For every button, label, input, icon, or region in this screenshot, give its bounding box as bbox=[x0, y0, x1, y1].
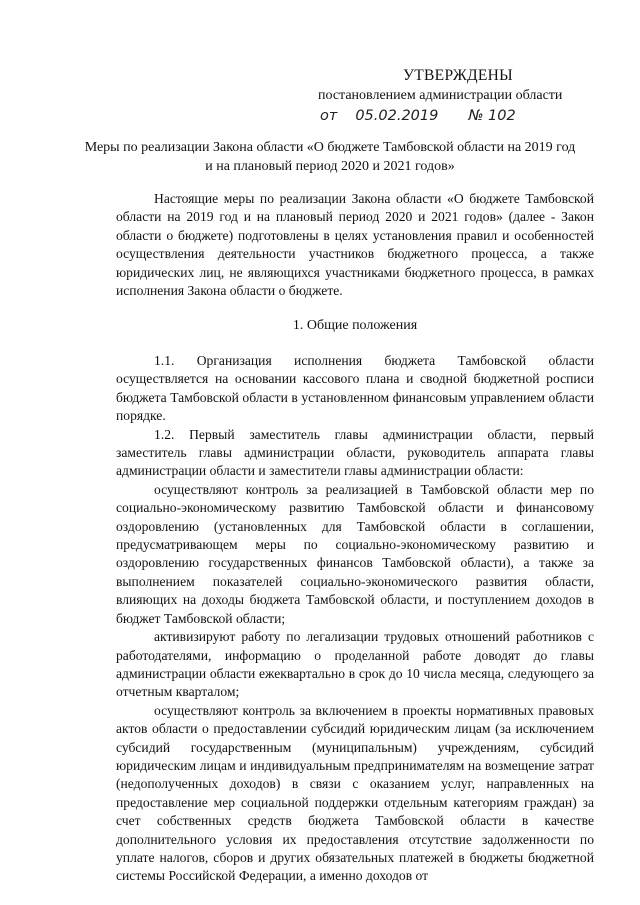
handwritten-number: № 102 bbox=[468, 108, 516, 124]
section-title: 1. Общие положения bbox=[292, 318, 418, 333]
handwritten-from: от bbox=[320, 108, 338, 124]
intro-block bbox=[116, 190, 594, 300]
paragraph-1-1: 1.1. Организация исполнения бюджета Тамбовской области осуществляется на основании кассового плана и сводной бюджетной росписи бюджета Тамбовской области в установленном финансовым управлением области порядке. bbox=[116, 353, 594, 424]
approval-decree: постановлением администрации области bbox=[318, 88, 563, 103]
paragraph-control-measures: осуществляют контроль за реализацией в Тамбовской области мер по социально-экономическому развитию Тамбовской области и финансовому оздоровлению (установленных для Тамбовской области в соглашении, предусматривающем меры по социально-экономическому развитию и оздоровлению государственных финансов Тамбовской области), а также за выполнением показателей социально-экономического развития области, влияющих на доходы бюджета Тамбовской области, и поступлением доходов в бюджет Тамбовской области; bbox=[116, 481, 594, 626]
intro-paragraph: Настоящие меры по реализации Закона области «О бюджете Тамбовской области на 2019 год и на плановый период 2020 и 2021 годов» (далее - Закон области о бюджете) подготовлены в целях установления правил и особенностей осуществления деятельности участников бюджетного процесса, а также юридических лиц, не являющихся участниками бюджетного процесса, в рамках исполнения Закона области о бюджете. bbox=[116, 191, 594, 299]
approval-block bbox=[318, 66, 618, 127]
handwritten-date: 05.02.2019 bbox=[355, 108, 439, 124]
section-body bbox=[116, 352, 594, 886]
paragraph-subsidies-control: осуществляют контроль за включением в проекты нормативных правовых актов области о предоставлении субсидий юридическим лицам (за исключением субсидий государственным (муниципальным) учреждениям, субсидий юридическим лицам и индивидуальным предпринимателям на возмещение затрат (недополученных доходов) в связи с оказанием услуг, направленных на предоставление мер социальной поддержки отдельным категориям граждан) за счет собственных средств бюджета Тамбовской области в качестве дополнительного условия их предоставления отсутствие задолженности по уплате налогов, сборов и других обязательных платежей в бюджеты бюджетной системы Российской Федерации, а именно доходов от bbox=[116, 702, 594, 884]
paragraph-1-2: 1.2. Первый заместитель главы администрации области, первый заместитель главы администрации области, руководитель аппарата главы администрации области и заместители главы администрации области: bbox=[116, 426, 594, 479]
paragraph-labor-legalization: активизируют работу по легализации трудовых отношений работников с работодателями, информацию о проделанной работе доводят до главы администрации области ежеквартально в срок до 10 числа месяца, следующего за отчетным кварталом; bbox=[116, 629, 594, 700]
handwritten-date-line bbox=[318, 105, 618, 127]
document-title: Меры по реализации Закона области «О бюджете Тамбовской области на 2019 год и на плановый период 2020 и 2021 годов» bbox=[84, 140, 576, 174]
approval-title: УТВЕРЖДЕНЫ bbox=[403, 67, 513, 84]
